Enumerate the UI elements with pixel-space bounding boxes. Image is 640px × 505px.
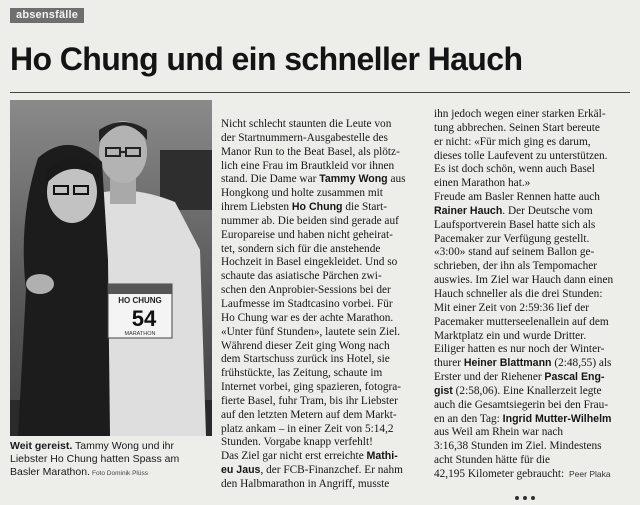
bold-name: gist [434,384,453,397]
caption-text: Basler Marathon. [10,466,90,479]
text-line [221,312,428,326]
text-run: ihrem Liebsten [221,201,292,214]
text-run: Nicht schlecht staunten die Leute von [221,118,392,130]
bold-name: Mathi- [366,450,398,463]
text-run: Stunden. Vorgabe knapp verfehlt! [221,436,373,449]
text-run: aus [387,173,406,186]
text-run: ihn jedoch wegen einer starken Erkäl- [434,108,606,120]
text-line [434,205,632,219]
text-line [221,464,428,478]
text-run: Pacemaker zur Verfügung gestellt. [434,232,590,245]
text-line [434,343,632,357]
bib-event: MARATHON [124,331,156,337]
text-line [434,233,632,247]
text-run: , der FCB-Finanzchef. Er nahm [260,464,403,477]
text-line [434,454,632,468]
caption-text: Tammy Wong und ihr [72,440,174,452]
text-run: en an den Tag: [434,412,503,425]
text-line [434,122,632,136]
author-byline: Peer Plaka [569,468,611,479]
text-line [434,371,632,385]
text-line [434,260,632,274]
text-line [221,367,428,381]
text-run: . Der Deutsche vom [502,204,593,217]
text-line [221,243,428,257]
text-run: der Startnummern-Ausgabestelle des [221,131,388,144]
text-run: aus Weil am Rhein war nach [434,426,564,439]
text-line [221,173,428,187]
text-run: schaute das asiatische Pärchen zwi- [221,270,382,283]
bold-name: Tammy Wong [319,173,388,186]
text-run: Hauch schneller als die drei Stunden: [434,287,603,300]
article-column-1 [221,118,428,492]
race-bib [108,284,172,338]
text-run: die Start- [342,201,388,214]
text-line [434,426,632,440]
text-run: Mit einer Zeit von 2:59:36 lief der [434,301,589,314]
text-line [434,288,632,302]
text-line [434,468,632,482]
text-run: thurer [434,357,464,370]
text-run: nummer ab. Die beiden sind gerade auf [221,214,399,227]
bold-name: Ho Chung [291,201,343,214]
text-run: Laufmesse im Stadtcasino vorbei. Für [221,297,393,310]
article-column-2 [434,108,632,482]
text-line [221,270,428,284]
text-run: dieses tolle Laufevent zu unterstützen. [434,149,608,162]
text-line [221,118,428,132]
text-line [221,436,428,450]
bib-number: 54 [131,306,157,331]
bold-name: Ingrid Mutter-Wilhelm [502,412,612,425]
text-run: er nicht: «Für mich ging es darum, [434,135,591,148]
text-run: «3:00» stand auf seinem Ballon ge- [434,246,595,259]
text-run: auf den letzten Metern auf dem Markt- [221,408,397,421]
text-line [221,284,428,298]
text-run: fierte Basel, fuhr Tram, bis ihr Liebster [221,394,398,407]
text-run: auswies. Im Ziel war Hauch dann einen [434,274,614,287]
text-line [434,413,632,427]
text-run: Es ist doch schön, wenn auch Basel [434,163,595,176]
text-run: Europareise und haben nicht geheirat- [221,228,393,241]
text-line [434,274,632,288]
text-run: auch die Gesamtsiegerin bei den Frau- [434,398,609,411]
text-run: (2:48,55) als [551,357,612,370]
bold-name: Pascal Eng- [544,371,605,384]
text-run: «Unter fünf Stunden», lautete sein Ziel. [221,325,401,338]
text-run: 42,195 Kilometer gebraucht: [434,467,568,480]
text-line [221,146,428,160]
text-run: tung abbrechen. Seinen Start bereute [434,121,600,134]
end-mark [515,492,539,502]
text-line [434,150,632,164]
text-run: (2:58,06). Eine Knallerzeit legte [452,384,602,397]
text-line [221,187,428,201]
text-run: einen Marathon hat.» [434,177,531,190]
text-run: platz ankam – in einer Zeit von 5:14,2 [221,422,394,435]
text-run: den Halbmarathon in Angriff, musste [221,477,390,490]
text-run: schrieben, der ihn als Tempomacher [434,260,598,273]
text-run: Internet vorbei, ging spazieren, fotogra- [221,381,402,394]
article-headline: Ho Chung und ein schneller Hauch [10,41,523,77]
text-run: Erster und der Riehener [434,371,545,384]
text-run: stand. Die Dame war [221,173,320,186]
text-line [221,298,428,312]
text-line [434,399,632,413]
text-run: Das Ziel gar nicht erst erreichte [221,450,367,463]
caption-text: Liebster Ho Chung hatten Spass am [10,453,180,466]
text-line [221,256,428,270]
bold-name: Heiner Blattmann [463,357,552,370]
text-run: Eiliger hatten es nur noch der Winter- [434,343,605,356]
article-photo [10,100,212,436]
headline-rule [10,92,630,93]
text-run: acht Stunden hätte für die [434,454,551,467]
text-line [221,326,428,340]
bold-name: eu Jaus [221,464,261,477]
text-line [221,132,428,146]
text-run: tet, sondern sich für die anstehende [221,242,381,255]
text-line [434,108,632,122]
photo-credit: Foto Dominik Plüss [91,470,148,478]
text-line [434,440,632,454]
text-line [434,302,632,316]
text-run: Freude am Basler Rennen hatte auch [434,191,600,204]
text-run: lich eine Frau im Brautkleid vor ihnen [221,159,395,172]
text-line [221,353,428,367]
text-line [221,201,428,215]
text-line [434,191,632,205]
text-run: Ho Chung war es der achte Marathon. [221,311,394,324]
text-run: 3:16,38 Stunden im Ziel. Mindestens [434,440,602,453]
text-line [434,246,632,260]
text-line [434,136,632,150]
text-line [221,423,428,437]
text-line [221,478,428,492]
text-line [221,381,428,395]
text-run: Hongkong und holte zusammen mit [221,187,383,200]
text-run: Während dieser Zeit ging Wong nach [221,339,390,352]
text-line [221,160,428,174]
text-line [434,385,632,399]
text-line [221,340,428,354]
text-line [434,316,632,330]
text-run: Manor Run to the Beat Basel, als plötz- [221,145,400,158]
bold-name: Rainer Hauch [434,204,503,217]
text-run: schen den Anprobier-Sessions bei der [221,284,391,297]
text-line [221,395,428,409]
text-line [434,357,632,371]
section-kicker: absensfälle [10,8,84,23]
text-run: Marktplatz ein und wurde Dritter. [434,329,587,342]
text-run: Pacemaker mutterseelenallein auf dem [434,315,609,328]
text-line [221,450,428,464]
text-line [221,215,428,229]
text-run: frühstückte, las Zeitung, schaute im [221,367,383,380]
text-line [434,219,632,233]
text-run: Laufsportverein Basel hatte sich als [434,218,596,231]
caption-lead: Weit gereist. [10,440,73,452]
text-run: Hochzeit in Basel eingekleidet. Und so [221,256,398,269]
text-line [434,330,632,344]
text-line [221,229,428,243]
text-line [221,409,428,423]
text-run: dem Startschuss zurück ins Hotel, sie [221,353,390,366]
photo-caption [10,440,216,481]
bib-name: HO CHUNG [118,296,162,305]
text-line [434,163,632,177]
text-line [434,177,632,191]
